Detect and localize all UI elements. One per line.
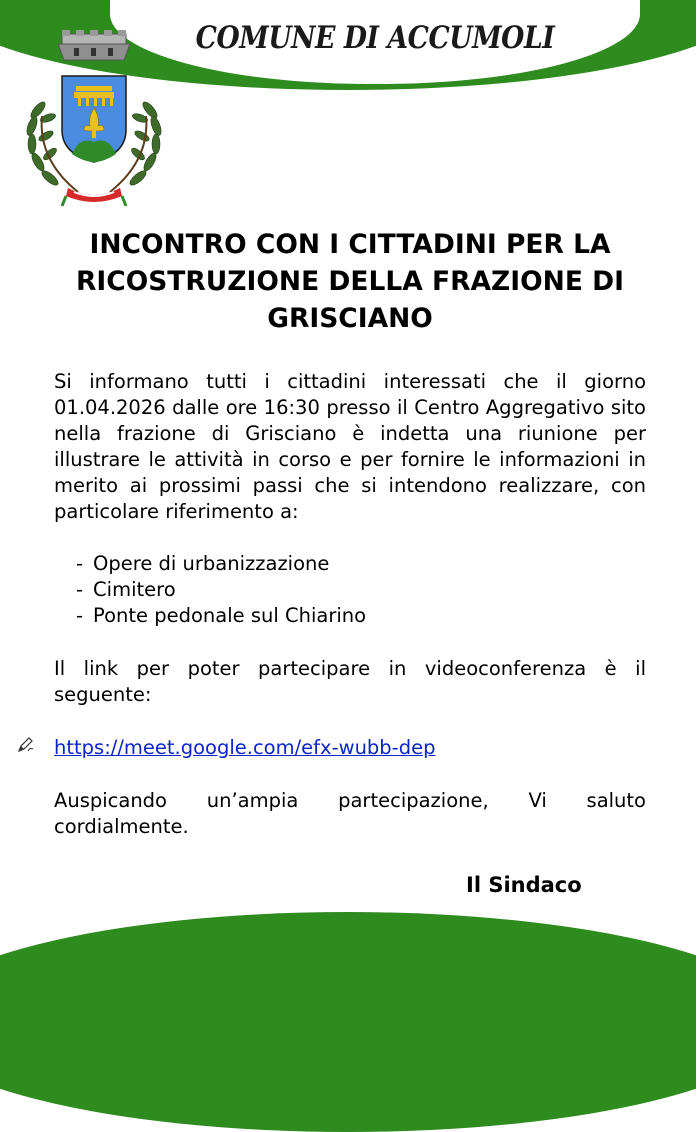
list-item-text: Ponte pedonale sul Chiarino	[93, 604, 367, 627]
notice-headline: INCONTRO CON I CITTADINI PER LA RICOSTRUZIONE DELLA FRAZIONE DI GRISCIANO	[75, 229, 625, 334]
meeting-link[interactable]: https://meet.google.com/efx-wubb-dep	[54, 736, 436, 759]
page-title: COMUNE DI ACCUMOLI	[195, 20, 555, 56]
municipal-coat-of-arms-icon	[18, 30, 170, 208]
list-bullet: -	[76, 578, 84, 601]
notice-intro-paragraph: Si informano tutti i cittadini interessati che il giorno 01.04.2026 dalle ore 16:30 presso il Centro Aggregativo sito nella frazione di Grisciano è indetta una riunione per illustrare le attività in corso e per fornire le informazioni in merito ai prossimi passi che si intendono realizzare, con particolare riferimento a:	[54, 370, 646, 523]
list-item	[76, 551, 366, 577]
footer-green-arc	[0, 912, 696, 1132]
pen-edit-icon	[16, 735, 36, 755]
list-bullet: -	[76, 552, 84, 575]
list-item	[76, 603, 366, 629]
list-item-text: Cimitero	[93, 578, 176, 601]
signature: Il Sindaco	[466, 873, 582, 897]
list-item-text: Opere di urbanizzazione	[93, 552, 330, 575]
closing-paragraph: Auspicando un’ampia partecipazione, Vi saluto cordialmente.	[54, 789, 646, 838]
link-intro-paragraph: Il link per poter partecipare in videoconferenza è il seguente:	[54, 657, 646, 706]
topics-list	[76, 551, 366, 629]
list-item	[76, 577, 366, 603]
list-bullet: -	[76, 604, 84, 627]
